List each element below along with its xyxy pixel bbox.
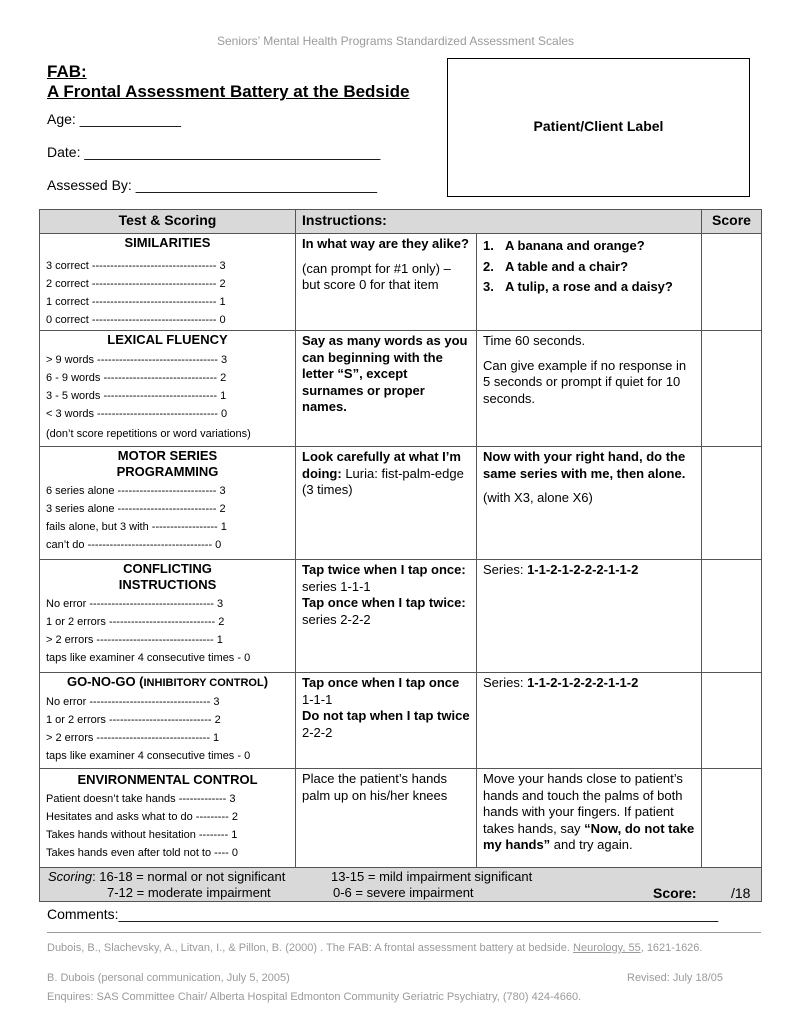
section-title: MOTOR SERIES PROGRAMMING: [116, 448, 219, 479]
score-option: Hesitates and asks what to do --------- 2: [46, 811, 238, 823]
instruction-note: Can give example if no response in 5 seconds or prompt if quiet for 10 seconds.: [483, 357, 687, 406]
citation: Dubois, B., Slachevsky, A., Litvan, I., & Pillon, B. (2000) . The FAB: A frontal assessment battery at bedside. Neurology, 55, 1621-1626.: [47, 942, 703, 954]
instruction-text: Tap twice when I tap once: series 1-1-1: [302, 562, 466, 594]
score-input-cell[interactable]: [702, 673, 762, 769]
score-option: 6 - 9 words ------------------------------- 2: [46, 372, 227, 384]
table-row: [40, 560, 762, 673]
similarity-items: [483, 236, 695, 298]
instruction-items-cell: [477, 234, 702, 331]
patient-label-text: Patient/Client Label: [533, 118, 664, 134]
table-row: [40, 331, 762, 447]
section-title: SIMILARITIES: [124, 235, 211, 250]
instruction-text: Tap once when I tap once 1-1-1: [302, 675, 460, 707]
title-full: A Frontal Assessment Battery at the Bedside: [47, 82, 410, 101]
scoring-cell: [40, 331, 296, 447]
score-option: 1 or 2 errors ----------------------------- 2: [46, 616, 225, 628]
score-option: No error ---------------------------------- 3: [46, 598, 224, 610]
score-option: 1 correct ---------------------------------- 1: [46, 296, 226, 308]
title-fab: FAB:: [47, 62, 87, 81]
instruction-detail-cell: [477, 560, 702, 673]
score-note: (don’t score repetitions or word variations): [46, 428, 251, 440]
section-title: GO-NO-GO (INHIBITORY CONTROL): [66, 674, 269, 689]
instruction-cell: [296, 447, 477, 560]
scoring-range-moderate: 7-12 = moderate impairment: [107, 885, 271, 900]
header-test-scoring: Test & Scoring: [40, 210, 296, 234]
revised-date: Revised: July 18/05: [627, 972, 723, 984]
score-option: Takes hands even after told not to ---- 0: [46, 847, 238, 859]
header-score: Score: [702, 210, 762, 234]
score-option: < 3 words --------------------------------- 0: [46, 408, 228, 420]
total-score-label: Score:: [653, 885, 697, 901]
scoring-cell: [40, 447, 296, 560]
instruction-text: Move your hands close to patient’s hands and touch the palms of both hands with your fingers. If patient takes hands, say “Now, do not take my hands” and try again.: [483, 771, 695, 852]
instruction-note: (with X3, alone X6): [483, 490, 593, 505]
score-option: 3 correct ---------------------------------- 3: [46, 260, 226, 272]
score-option: 6 series alone --------------------------- 3: [46, 485, 226, 497]
instruction-text: Look carefully at what I’m doing: Luria: fist-palm-edge (3 times): [302, 449, 464, 497]
score-option: No error --------------------------------- 3: [46, 696, 220, 708]
score-option: 3 series alone --------------------------- 2: [46, 503, 226, 515]
program-header: Seniors’ Mental Health Programs Standardized Assessment Scales: [216, 34, 575, 48]
score-option: Patient doesn’t take hands ------------- 3: [46, 793, 236, 805]
scoring-range-normal: Scoring: 16-18 = normal or not significant: [48, 869, 286, 884]
scoring-range-mild: 13-15 = mild impairment significant: [331, 869, 533, 884]
instruction-cell: [296, 331, 477, 447]
score-input-cell[interactable]: [702, 560, 762, 673]
instruction-text: Tap once when I tap twice: series 2-2-2: [302, 595, 466, 627]
score-option: > 2 errors -------------------------------- 1: [46, 634, 223, 646]
score-option: > 2 errors ------------------------------- 1: [46, 732, 220, 744]
scoring-row: [40, 868, 762, 902]
score-option: 2 correct ---------------------------------- 2: [46, 278, 226, 290]
instruction-text: Say as many words as you can beginning with the letter “S”, except surnames or proper names.: [302, 333, 468, 414]
instruction-detail-cell: [477, 673, 702, 769]
table-header-row: [40, 210, 762, 234]
patient-label-box: [447, 58, 750, 197]
score-option: 3 - 5 words ------------------------------- 1: [46, 390, 227, 402]
instruction-cell: [296, 560, 477, 673]
personal-communication: B. Dubois (personal communication, July 5, 2005): [47, 972, 290, 984]
score-option: > 9 words --------------------------------- 3: [46, 354, 228, 366]
comments-line: [47, 932, 761, 933]
instruction-detail-cell: [477, 331, 702, 447]
table-row: [40, 673, 762, 769]
assessed-by-field[interactable]: Assessed By: _______________________________: [47, 177, 378, 193]
score-option: taps like examiner 4 consecutive times - 0: [46, 750, 251, 762]
header-instructions: Instructions:: [296, 210, 702, 234]
score-input-cell[interactable]: [702, 331, 762, 447]
instruction-cell: [296, 234, 477, 331]
scoring-cell: [40, 868, 762, 902]
score-option: taps like examiner 4 consecutive times - 0: [46, 652, 251, 664]
date-field[interactable]: Date: ______________________________________: [47, 144, 381, 160]
fab-table: [39, 209, 762, 902]
series-text: Series: 1-1-2-1-2-2-2-1-1-2: [483, 675, 639, 690]
instruction-note: (can prompt for #1 only) – but score 0 for that item: [302, 260, 451, 292]
score-input-cell[interactable]: [702, 769, 762, 868]
scoring-cell: [40, 673, 296, 769]
citation-journal-link[interactable]: Neurology, 55: [573, 942, 641, 954]
score-input-cell[interactable]: [702, 234, 762, 331]
instruction-cell: [296, 673, 477, 769]
section-title: LEXICAL FLUENCY: [107, 332, 228, 347]
scoring-range-severe: 0-6 = severe impairment: [333, 885, 474, 900]
list-item: 2. A table and a chair?: [483, 258, 629, 274]
table-row: [40, 234, 762, 331]
instruction-text: Do not tap when I tap twice 2-2-2: [302, 708, 470, 740]
table-row: [40, 769, 762, 868]
instruction-text: Time 60 seconds.: [483, 333, 586, 348]
scoring-cell: [40, 560, 296, 673]
series-text: Series: 1-1-2-1-2-2-2-1-1-2: [483, 562, 639, 577]
total-score-max[interactable]: /18: [731, 885, 751, 901]
list-item: 3. A tulip, a rose and a daisy?: [483, 279, 673, 294]
instruction-text: In what way are they alike?: [302, 236, 469, 251]
score-option: can’t do ---------------------------------- 0: [46, 539, 222, 551]
enquiries: Enquires: SAS Committee Chair/ Alberta Hospital Edmonton Community Geriatric Psychiatry, (780) 424-4660.: [47, 991, 582, 1003]
section-title: ENVIRONMENTAL CONTROL: [77, 772, 258, 787]
score-option: 1 or 2 errors ---------------------------- 2: [46, 714, 221, 726]
score-input-cell[interactable]: [702, 447, 762, 560]
score-option: 0 correct ---------------------------------- 0: [46, 314, 226, 326]
instruction-cell: [296, 769, 477, 868]
instruction-detail-cell: [477, 447, 702, 560]
section-title: CONFLICTING INSTRUCTIONS: [118, 561, 217, 592]
score-option: Takes hands without hesitation -------- 1: [46, 829, 238, 841]
scoring-cell: [40, 234, 296, 331]
list-item: 1. A banana and orange?: [483, 238, 645, 253]
age-field[interactable]: Age: _____________: [47, 111, 181, 127]
instruction-text: Now with your right hand, do the same series with me, then alone.: [483, 449, 686, 481]
scoring-cell: [40, 769, 296, 868]
comments-field[interactable]: Comments:_____________________________________________________________________________: [47, 906, 719, 922]
instruction-text: Place the patient’s hands palm up on his/her knees: [302, 771, 448, 803]
instruction-detail-cell: [477, 769, 702, 868]
score-option: fails alone, but 3 with ------------------ 1: [46, 521, 227, 533]
table-row: [40, 447, 762, 560]
